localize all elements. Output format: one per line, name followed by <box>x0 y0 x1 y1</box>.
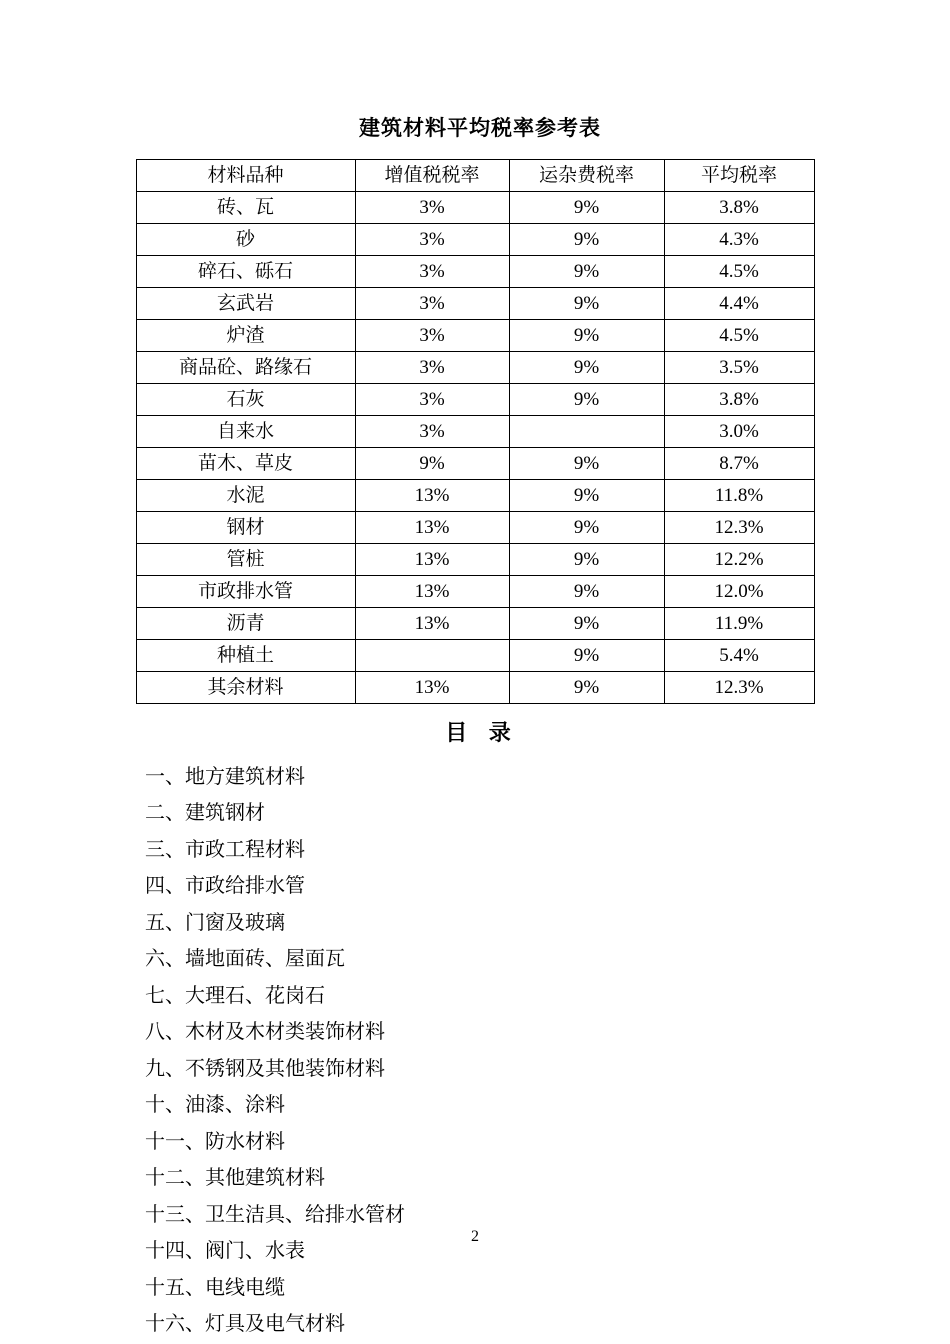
toc-item: 十四、阀门、水表 <box>145 1240 305 1263</box>
table-row <box>136 448 814 480</box>
cell-vat-rate: 3% <box>355 352 509 384</box>
cell-average-rate: 4.3% <box>664 224 814 256</box>
cell-freight-rate: 9% <box>509 512 664 544</box>
cell-freight-rate: 9% <box>509 192 664 224</box>
cell-vat-rate: 9% <box>355 448 509 480</box>
toc-item: 二、建筑钢材 <box>145 802 265 825</box>
toc-item: 七、大理石、花岗石 <box>145 984 325 1007</box>
toc-item: 十三、卫生洁具、给排水管材 <box>145 1203 405 1226</box>
cell-vat-rate: 13% <box>355 576 509 608</box>
toc-item: 九、不锈钢及其他装饰材料 <box>145 1057 385 1080</box>
cell-vat-rate: 13% <box>355 544 509 576</box>
toc-item: 十、油漆、涂料 <box>145 1094 285 1117</box>
column-header-vat-rate: 增值税税率 <box>355 160 509 192</box>
cell-freight-rate: 9% <box>509 352 664 384</box>
cell-vat-rate: 3% <box>355 192 509 224</box>
cell-vat-rate: 3% <box>355 224 509 256</box>
table-row <box>136 256 814 288</box>
cell-material: 砂 <box>136 224 355 256</box>
cell-freight-rate <box>509 416 664 448</box>
cell-freight-rate: 9% <box>509 288 664 320</box>
cell-vat-rate: 13% <box>355 480 509 512</box>
toc-item: 四、市政给排水管 <box>145 875 305 898</box>
table-row <box>136 320 814 352</box>
cell-average-rate: 4.5% <box>664 320 814 352</box>
cell-average-rate: 8.7% <box>664 448 814 480</box>
cell-freight-rate: 9% <box>509 576 664 608</box>
toc-item: 十二、其他建筑材料 <box>145 1167 325 1190</box>
cell-material: 石灰 <box>136 384 355 416</box>
cell-freight-rate: 9% <box>509 544 664 576</box>
cell-freight-rate: 9% <box>509 224 664 256</box>
cell-material: 管桩 <box>136 544 355 576</box>
cell-freight-rate: 9% <box>509 448 664 480</box>
cell-freight-rate: 9% <box>509 640 664 672</box>
cell-material: 沥青 <box>136 608 355 640</box>
cell-vat-rate: 13% <box>355 608 509 640</box>
table-row <box>136 384 814 416</box>
cell-material: 苗木、草皮 <box>136 448 355 480</box>
table-row <box>136 192 814 224</box>
toc-item: 一、地方建筑材料 <box>145 765 305 788</box>
table-body <box>136 192 814 704</box>
column-header-freight-rate: 运杂费税率 <box>509 160 664 192</box>
toc-title: 目 录 <box>445 720 519 745</box>
cell-vat-rate: 13% <box>355 672 509 704</box>
cell-vat-rate <box>355 640 509 672</box>
table-row <box>136 352 814 384</box>
cell-material: 水泥 <box>136 480 355 512</box>
toc-item: 六、墙地面砖、屋面瓦 <box>145 948 345 971</box>
table-row <box>136 640 814 672</box>
toc-item: 十一、防水材料 <box>145 1130 285 1153</box>
column-header-average-rate: 平均税率 <box>664 160 814 192</box>
toc-item: 十六、灯具及电气材料 <box>145 1313 345 1336</box>
cell-material: 种植土 <box>136 640 355 672</box>
table-header-row <box>136 160 814 192</box>
cell-freight-rate: 9% <box>509 672 664 704</box>
toc-item: 三、市政工程材料 <box>145 838 305 861</box>
table-row <box>136 224 814 256</box>
toc-item: 八、木材及木材类装饰材料 <box>145 1021 385 1044</box>
cell-material: 市政排水管 <box>136 576 355 608</box>
cell-material: 碎石、砾石 <box>136 256 355 288</box>
toc-list <box>0 749 950 1343</box>
tax-rate-table <box>136 159 815 704</box>
cell-vat-rate: 3% <box>355 288 509 320</box>
cell-vat-rate: 3% <box>355 416 509 448</box>
cell-freight-rate: 9% <box>509 384 664 416</box>
page-number: 2 <box>471 1228 479 1245</box>
cell-average-rate: 4.5% <box>664 256 814 288</box>
cell-average-rate: 3.8% <box>664 192 814 224</box>
cell-average-rate: 11.9% <box>664 608 814 640</box>
cell-material: 玄武岩 <box>136 288 355 320</box>
table-row <box>136 672 814 704</box>
toc-item: 五、门窗及玻璃 <box>145 911 285 934</box>
column-header-material: 材料品种 <box>136 160 355 192</box>
cell-average-rate: 4.4% <box>664 288 814 320</box>
cell-material: 其余材料 <box>136 672 355 704</box>
table-row <box>136 576 814 608</box>
cell-freight-rate: 9% <box>509 256 664 288</box>
cell-material: 商品砼、路缘石 <box>136 352 355 384</box>
page-title: 建筑材料平均税率参考表 <box>359 116 601 140</box>
table-row <box>136 288 814 320</box>
cell-vat-rate: 13% <box>355 512 509 544</box>
cell-freight-rate: 9% <box>509 320 664 352</box>
toc-item: 十五、电线电缆 <box>145 1276 285 1299</box>
cell-material: 自来水 <box>136 416 355 448</box>
table-row <box>136 416 814 448</box>
table-row <box>136 512 814 544</box>
cell-average-rate: 12.3% <box>664 512 814 544</box>
table-row <box>136 608 814 640</box>
cell-freight-rate: 9% <box>509 480 664 512</box>
cell-average-rate: 12.2% <box>664 544 814 576</box>
cell-vat-rate: 3% <box>355 320 509 352</box>
cell-average-rate: 3.8% <box>664 384 814 416</box>
table-row <box>136 544 814 576</box>
cell-average-rate: 3.5% <box>664 352 814 384</box>
cell-vat-rate: 3% <box>355 256 509 288</box>
cell-average-rate: 3.0% <box>664 416 814 448</box>
cell-average-rate: 5.4% <box>664 640 814 672</box>
table-row <box>136 480 814 512</box>
cell-average-rate: 12.0% <box>664 576 814 608</box>
cell-average-rate: 12.3% <box>664 672 814 704</box>
cell-material: 炉渣 <box>136 320 355 352</box>
cell-material: 钢材 <box>136 512 355 544</box>
cell-material: 砖、瓦 <box>136 192 355 224</box>
cell-average-rate: 11.8% <box>664 480 814 512</box>
cell-vat-rate: 3% <box>355 384 509 416</box>
cell-freight-rate: 9% <box>509 608 664 640</box>
